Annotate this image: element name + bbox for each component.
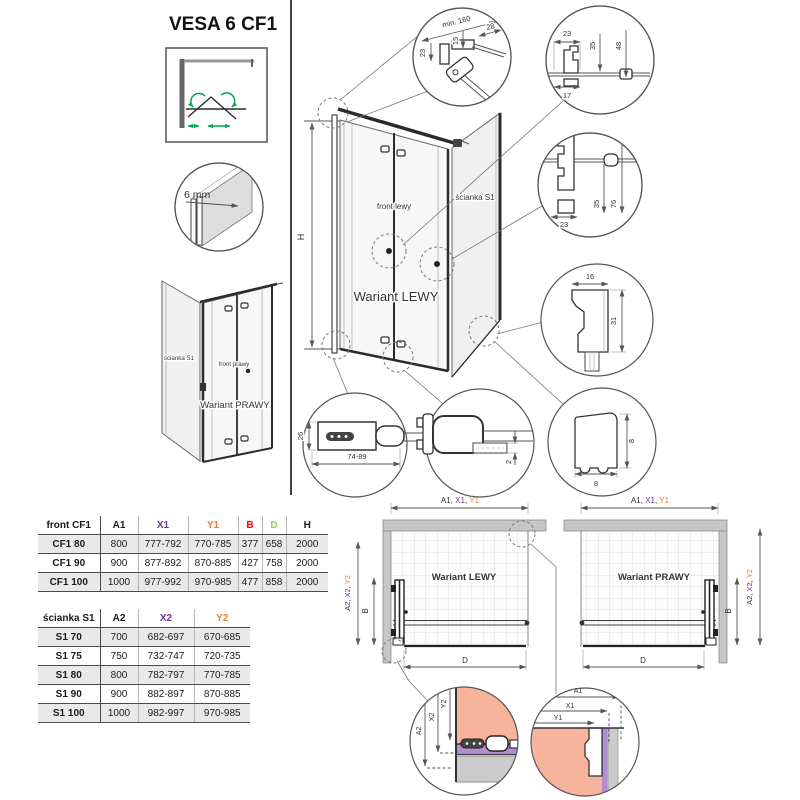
dim-offset: 15 xyxy=(451,36,460,46)
dim-y2-label: Y2 xyxy=(441,699,448,709)
table-cell: 770-785 xyxy=(188,535,238,554)
table-cell: 682-697 xyxy=(138,628,194,647)
dim-height: 31 xyxy=(609,316,618,326)
row-header: S1 70 xyxy=(38,628,100,647)
table-cell: 870-885 xyxy=(194,685,250,704)
table-cell: 732-747 xyxy=(138,647,194,666)
dim-width: 8 xyxy=(593,479,599,488)
dim-a1-label: A1 xyxy=(573,688,583,695)
dim-inner: 17 xyxy=(562,91,572,100)
table-cell: 970-985 xyxy=(194,704,250,723)
lewy-side-label: ścianka S1 xyxy=(455,193,495,202)
column-header: A1 xyxy=(100,516,138,535)
table-cell: 758 xyxy=(262,554,286,573)
column-header: X2 xyxy=(138,609,194,628)
plan-view-lewy xyxy=(343,496,556,702)
dim-range: 74-89 xyxy=(347,452,367,461)
table-cell: 970-985 xyxy=(188,573,238,592)
table-cell: 870-885 xyxy=(188,554,238,573)
product-title: VESA 6 CF1 xyxy=(168,14,278,35)
table-cell: 900 xyxy=(100,685,138,704)
dim-profile: 23 xyxy=(418,48,427,58)
plan-prawy-depth-label: A2, X2, Y2 xyxy=(745,569,754,605)
column-header: X1 xyxy=(138,516,188,535)
table-cell: 782-797 xyxy=(138,666,194,685)
prawy-variant-label: Wariant PRAWY xyxy=(200,400,270,411)
dim-min-width: min. 160 xyxy=(441,13,472,30)
column-header: D xyxy=(262,516,286,535)
front-dimensions-table xyxy=(38,516,328,592)
column-header: A2 xyxy=(100,609,138,628)
plan-lewy-depth-label: A2, X2, Y2 xyxy=(343,575,352,611)
row-header: S1 100 xyxy=(38,704,100,723)
row-header: S1 90 xyxy=(38,685,100,704)
detail-section-a1 xyxy=(531,688,641,798)
dim-height: 26 xyxy=(296,431,305,441)
dim-glass-inset: 35 xyxy=(592,199,601,209)
column-header: Y2 xyxy=(194,609,250,628)
detail-bottom-seal xyxy=(548,388,656,496)
row-header: CF1 90 xyxy=(38,554,100,573)
table-cell: 1000 xyxy=(100,704,138,723)
table-cell: 882-897 xyxy=(138,685,194,704)
plan-lewy-variant-label: Wariant LEWY xyxy=(431,572,497,583)
plan-lewy-d-label: D xyxy=(462,656,468,665)
dim-width: 16 xyxy=(585,272,595,281)
detail-handle-profile xyxy=(538,133,642,237)
detail-wall-bracket xyxy=(296,393,428,497)
table-cell: 2000 xyxy=(286,535,328,554)
table-cell: 800 xyxy=(100,535,138,554)
table-cell: 800 xyxy=(100,666,138,685)
column-header: front CF1 xyxy=(38,516,100,535)
table-cell: 777-792 xyxy=(138,535,188,554)
table-row xyxy=(38,628,250,647)
row-header: S1 80 xyxy=(38,666,100,685)
table-cell: 977-992 xyxy=(138,573,188,592)
plan-lewy-b-label: B xyxy=(361,608,370,614)
glass-thickness-label: 6 mm xyxy=(184,189,211,201)
row-header: CF1 100 xyxy=(38,573,100,592)
table-cell: 1000 xyxy=(100,573,138,592)
dim-depth: 76 xyxy=(609,199,618,209)
table-row xyxy=(38,554,328,573)
table-row xyxy=(38,573,328,592)
column-header: B xyxy=(238,516,262,535)
table-cell: 700 xyxy=(100,628,138,647)
detail-rail-connection xyxy=(417,389,534,497)
plan-prawy-b-label: B xyxy=(724,608,733,614)
table-cell: 670-685 xyxy=(194,628,250,647)
iso-view-prawy xyxy=(162,281,283,462)
dim-x2-label: X2 xyxy=(429,712,436,722)
table-cell: 720-735 xyxy=(194,647,250,666)
column-header: H xyxy=(286,516,328,535)
prawy-side-label: ścianka S1 xyxy=(163,355,195,362)
side-panel-dimensions-table xyxy=(38,609,250,723)
detail-wall-clearance xyxy=(413,8,511,106)
detail-top-profile xyxy=(546,6,654,114)
column-header: ścianka S1 xyxy=(38,609,100,628)
table-row xyxy=(38,535,328,554)
row-header: CF1 80 xyxy=(38,535,100,554)
dim-a2-label: A2 xyxy=(416,726,423,736)
column-header: Y1 xyxy=(188,516,238,535)
lewy-front-label: front lewy xyxy=(376,202,412,211)
dim-bracket: 28 xyxy=(485,21,496,32)
height-dim-label: H xyxy=(296,233,306,241)
table-cell: 427 xyxy=(238,554,262,573)
table-row xyxy=(38,647,250,666)
table-row xyxy=(38,666,250,685)
table-cell: 477 xyxy=(238,573,262,592)
dim-x1-label: X1 xyxy=(565,703,575,710)
dim-glass-inset: 35 xyxy=(588,41,597,51)
dim-width: 23 xyxy=(562,29,572,38)
lewy-variant-label: Wariant LEWY xyxy=(353,289,439,304)
table-cell: 877-892 xyxy=(138,554,188,573)
plan-prawy-width-label: A1, X1, Y1 xyxy=(630,496,670,505)
table-row xyxy=(38,685,250,704)
door-scheme-pictogram xyxy=(166,48,267,142)
table-cell: 658 xyxy=(262,535,286,554)
dim-depth: 48 xyxy=(614,41,623,51)
dim-y1-label: Y1 xyxy=(553,715,563,722)
table-cell: 770-785 xyxy=(194,666,250,685)
dim-height: 8 xyxy=(627,438,636,444)
detail-section-a2 xyxy=(410,684,522,797)
table-cell: 2000 xyxy=(286,554,328,573)
detail-magnet-profile xyxy=(541,264,653,376)
glass-thickness-detail xyxy=(175,163,263,251)
plan-view-prawy xyxy=(564,496,760,670)
plan-prawy-d-label: D xyxy=(640,656,646,665)
dim-width: 23 xyxy=(559,220,569,229)
prawy-front-label: front prawy xyxy=(218,361,250,368)
table-cell: 750 xyxy=(100,647,138,666)
row-header: S1 75 xyxy=(38,647,100,666)
table-cell: 982-997 xyxy=(138,704,194,723)
table-cell: 2000 xyxy=(286,573,328,592)
dim-gap: 2 xyxy=(504,459,513,465)
table-cell: 858 xyxy=(262,573,286,592)
table-cell: 900 xyxy=(100,554,138,573)
plan-prawy-variant-label: Wariant PRAWY xyxy=(618,572,690,583)
table-row xyxy=(38,704,250,723)
table-cell: 377 xyxy=(238,535,262,554)
plan-lewy-width-label: A1, X1, Y1 xyxy=(440,496,480,505)
